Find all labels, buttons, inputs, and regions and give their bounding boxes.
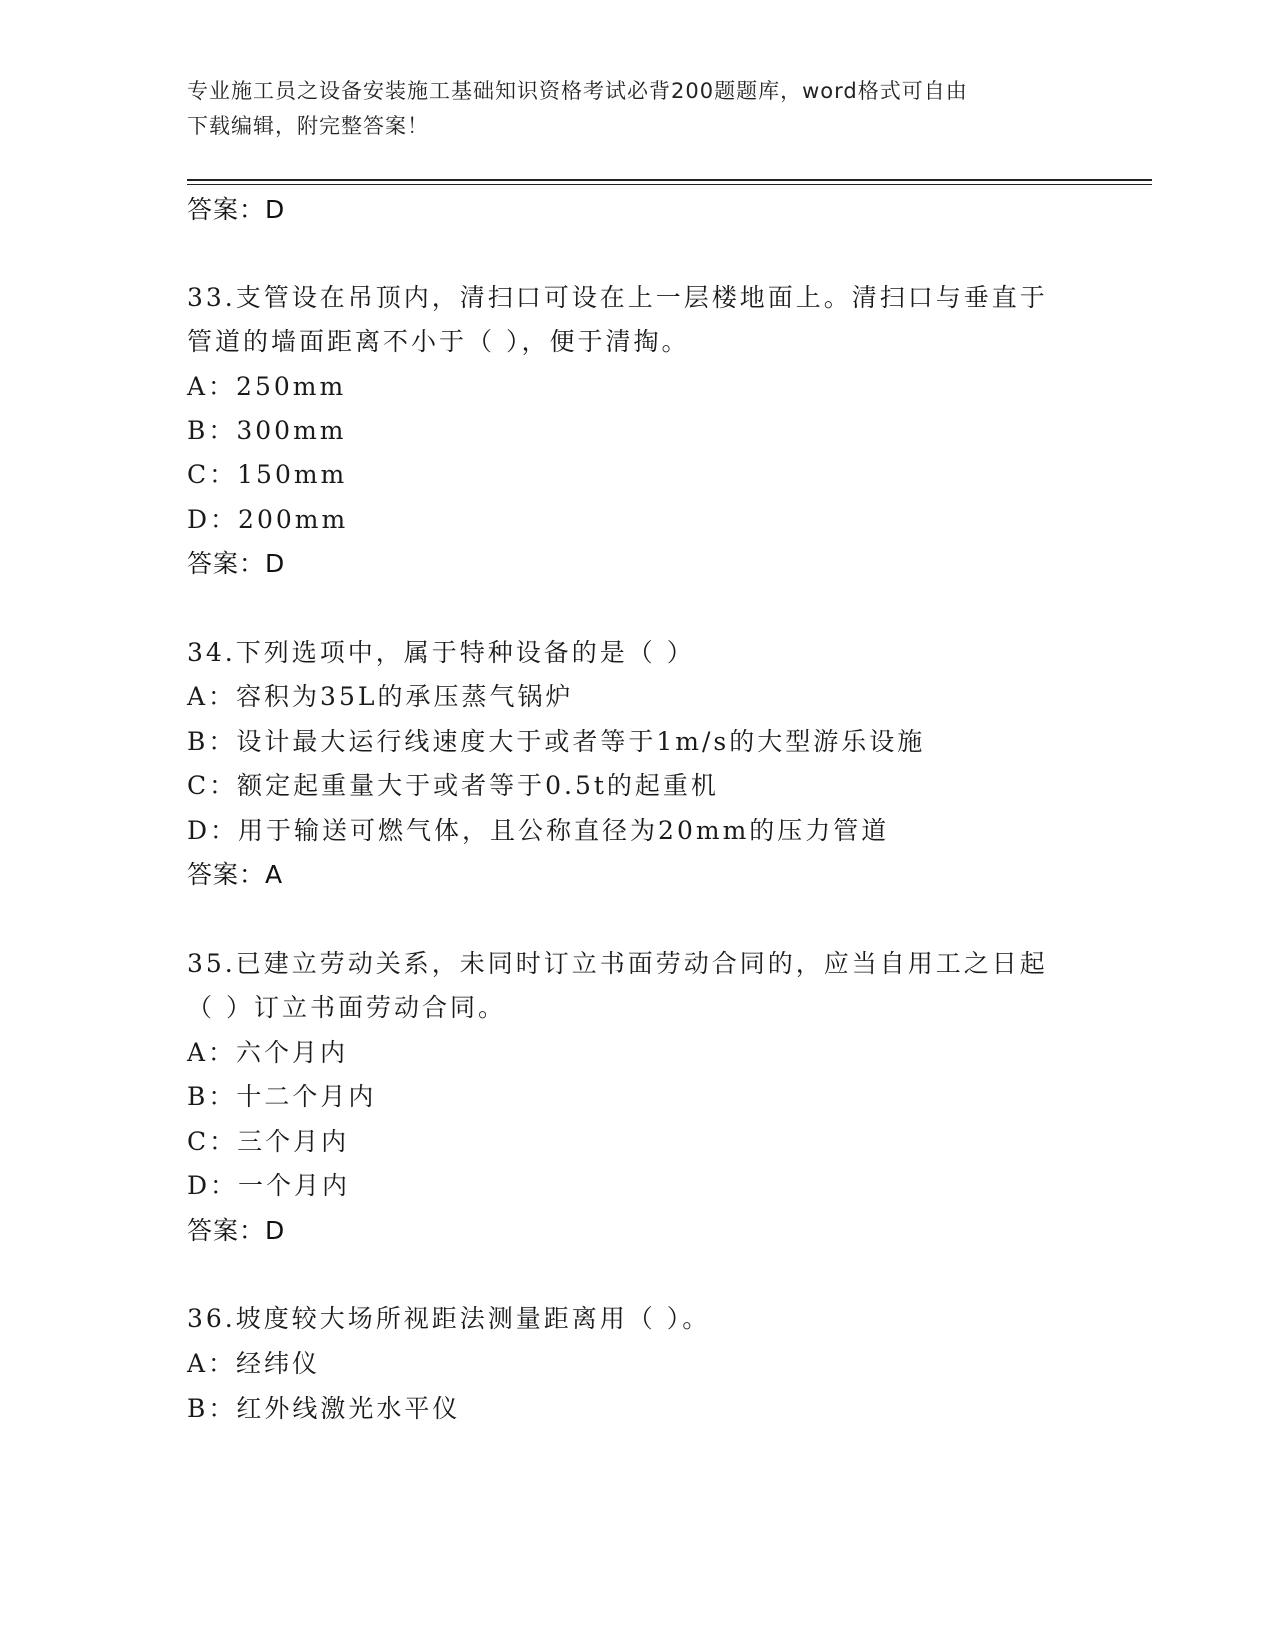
option-b: B：红外线激光水平仪 [187,1394,461,1423]
question-stem-line: 36.坡度较大场所视距法测量距离用（ ）。 [187,1304,711,1333]
answer-line: 答案：D [187,195,286,224]
question-stem-line: 35.已建立劳动关系，未同时订立书面劳动合同的，应当自用工之日起 [187,949,1048,978]
question-stem-line: 33.支管设在吊顶内，清扫口可设在上一层楼地面上。清扫口与垂直于 [187,283,1048,312]
option-c: C：三个月内 [187,1127,350,1156]
page-header [187,74,1087,144]
option-b: B：十二个月内 [187,1082,377,1111]
question-stem-line: 管道的墙面距离不小于（ ），便于清掏。 [187,327,690,356]
answer-line: 答案：D [187,1216,286,1245]
option-c: C：150mm [187,460,348,489]
option-c: C：额定起重量大于或者等于0.5t的起重机 [187,771,719,800]
header-divider-thick [187,179,1152,181]
option-a: A：六个月内 [187,1038,349,1067]
header-divider-thin [187,184,1152,185]
header-line-2: 下载编辑，附完整答案！ [187,114,429,138]
question-stem-line: 34.下列选项中，属于特种设备的是（ ） [187,638,695,667]
option-b: B：300mm [187,416,347,445]
answer-line: 答案：D [187,549,286,578]
option-d: D：一个月内 [187,1171,351,1200]
option-a: A：容积为35L的承压蒸气锅炉 [187,682,574,711]
option-d: D：用于输送可燃气体，且公称直径为20mm的压力管道 [187,816,890,845]
option-b: B：设计最大运行线速度大于或者等于1m/s的大型游乐设施 [187,727,926,756]
header-line-1: 专业施工员之设备安装施工基础知识资格考试必背200题题库，word格式可自由 [187,79,968,103]
option-d: D：200mm [187,505,349,534]
option-a: A：经纬仪 [187,1349,321,1378]
answer-line: 答案：A [187,860,284,889]
option-a: A：250mm [187,372,347,401]
question-stem-line: （ ）订立书面劳动合同。 [187,993,506,1022]
